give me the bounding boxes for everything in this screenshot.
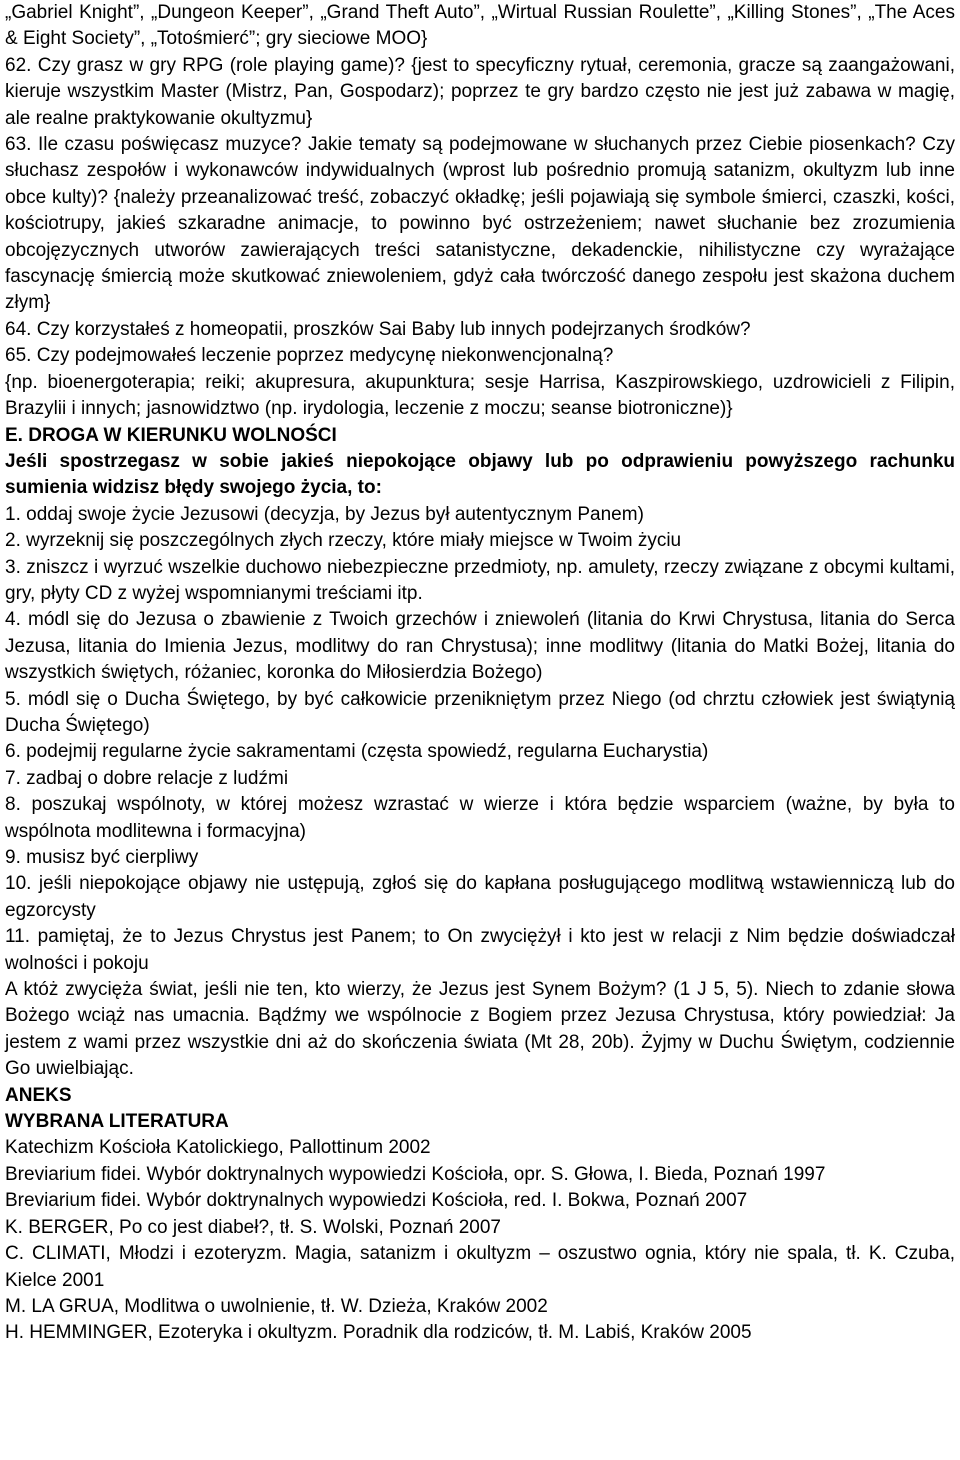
- literature-item: K. BERGER, Po co jest diabeł?, tł. S. Wolski, Poznań 2007: [5, 1216, 502, 1238]
- question-64: 64. Czy korzystałeś z homeopatii, proszków Sai Baby lub innych podejrzanych środków?: [5, 318, 751, 340]
- question-65: 65. Czy podejmowałeś leczenie poprzez medycynę niekonwencjonalną?: [5, 345, 614, 367]
- step-item: 10. jeśli niepokojące objawy nie ustępują, zgłoś się do kapłana posługującego modlitwą wstawienniczą lub do egzorcysty: [5, 873, 955, 921]
- step-item: 7. zadbaj o dobre relacje z ludźmi: [5, 767, 289, 789]
- document-page: [5, 0, 955, 1347]
- question-65-note: {np. bioenergoterapia; reiki; akupresura, akupunktura; sesje Harrisa, Kaszpirowskiego, uzdrowicieli z Filipin, Brazylii i innych; jasnowidztwo (np. irydologia, leczenie z moczu; seanse biotroniczne)}: [5, 371, 955, 420]
- literature-heading: WYBRANA LITERATURA: [5, 1111, 229, 1133]
- step-item: 9. musisz być cierpliwy: [5, 847, 199, 868]
- step-item: 11. pamiętaj, że to Jezus Chrystus jest Panem; to On zwyciężył i kto jest w relacji z Nim będzie doświadczał wolności i pokoju: [5, 926, 955, 974]
- literature-item: C. CLIMATI, Młodzi i ezoteryzm. Magia, satanizm i okultyzm – oszustwo ognia, który nie spala, tł. K. Czuba, Kielce 2001: [5, 1243, 955, 1291]
- section-intro: Jeśli spostrzegasz w sobie jakieś niepokojące objawy lub po odprawieniu powyższego rachunku sumienia widzisz błędy swojego życia, to:: [5, 450, 955, 499]
- literature-item: Breviarium fidei. Wybór doktrynalnych wypowiedzi Kościoła, red. I. Bokwa, Poznań 2007: [5, 1190, 748, 1212]
- annex-heading: ANEKS: [5, 1084, 72, 1106]
- question-63: 63. Ile czasu poświęcasz muzyce? Jakie tematy są podejmowane w słuchanych przez Ciebie piosenkach? Czy słuchasz zespołów i wykonawców indywidualnych (wprost lub pośrednio promują satanizm, okultyzm lub inne obce kulty)? {należy przeanalizować treść, zobaczyć okładkę; jeśli pojawiają się symbole śmierci, czaszki, kości, kościotrupy, jakieś szkaradne animacje, to powinno być ostrzeżeniem; nawet słuchanie bez zrozumienia obcojęzycznych utworów zawierających treści satanistyczne, dekadenckie, nihilistyczne czy wyrażające fascynację śmiercią może skutkować zniewoleniem, gdyż cała twórczość danego zespołu jest skażona duchem złym}: [5, 134, 955, 314]
- literature-item: Breviarium fidei. Wybór doktrynalnych wypowiedzi Kościoła, opr. S. Głowa, I. Bieda, Poznań 1997: [5, 1163, 826, 1185]
- closing-paragraph: A któż zwycięża świat, jeśli nie ten, kto wierzy, że Jezus jest Synem Bożym? (1 J 5, 5). Niech to zdanie słowa Bożego wciąż nas umacnia. Bądźmy we wspólnocie z Bogiem przez Jezusa Chrystusa, który powiedział: Ja jestem z wami przez wszystkie dni aż do skończenia świata (Mt 28, 20b). Żyjmy w Duchu Świętym, codziennie Go uwielbiając.: [5, 979, 955, 1080]
- step-item: 6. podejmij regularne życie sakramentami (częsta spowiedź, regularna Eucharystia): [5, 741, 709, 763]
- paragraph-game-list: „Gabriel Knight”, „Dungeon Keeper”, „Grand Theft Auto”, „Wirtual Russian Roulette”, „Killing Stones”, „The Aces & Eight Society”, „Totośmierć”; gry sieciowe MOO}: [5, 2, 955, 50]
- step-item: 4. módl się do Jezusa o zbawienie z Twoich grzechów i zniewoleń (litania do Krwi Chrystusa, litania do Serca Jezusa, litania do Imienia Jezus, modlitwy do ran Chrystusa); inne modlitwy (litania do Matki Bożej, litania do wszystkich świętych, różaniec, koronka do Miłosierdzia Bożego): [5, 609, 955, 684]
- step-item: 8. poszukaj wspólnoty, w której możesz wzrastać w wierze i która będzie wsparciem (ważne, by była to wspólnota modlitewna i formacyjna): [5, 794, 955, 842]
- step-item: 3. zniszcz i wyrzuć wszelkie duchowo niebezpieczne przedmioty, np. amulety, rzeczy związane z obcymi kultami, gry, płyty CD z wyżej wspomnianymi treściami itp.: [5, 556, 955, 604]
- literature-item: Katechizm Kościoła Katolickiego, Pallottinum 2002: [5, 1137, 431, 1159]
- literature-item: H. HEMMINGER, Ezoteryka i okultyzm. Poradnik dla rodziców, tł. M. Labiś, Kraków 2005: [5, 1322, 752, 1344]
- question-62: 62. Czy grasz w gry RPG (role playing game)? {jest to specyficzny rytuał, ceremonia, gracze są zaangażowani, kieruje wszystkim Master (Mistrz, Pan, Gospodarz); poprzez te gry bardzo często nie jest już zabawa w magię, ale realne praktykowanie okultyzmu}: [5, 54, 955, 129]
- literature-item: M. LA GRUA, Modlitwa o uwolnienie, tł. W. Dzieża, Kraków 2002: [5, 1295, 548, 1317]
- step-item: 1. oddaj swoje życie Jezusowi (decyzja, by Jezus był autentycznym Panem): [5, 503, 644, 525]
- step-item: 2. wyrzeknij się poszczególnych złych rzeczy, które miały miejsce w Twoim życiu: [5, 530, 682, 552]
- section-heading: E. DROGA W KIERUNKU WOLNOŚCI: [5, 424, 337, 446]
- step-item: 5. módl się o Ducha Świętego, by być całkowicie przenikniętym przez Niego (od chrztu człowiek jest świątynią Ducha Świętego): [5, 688, 955, 736]
